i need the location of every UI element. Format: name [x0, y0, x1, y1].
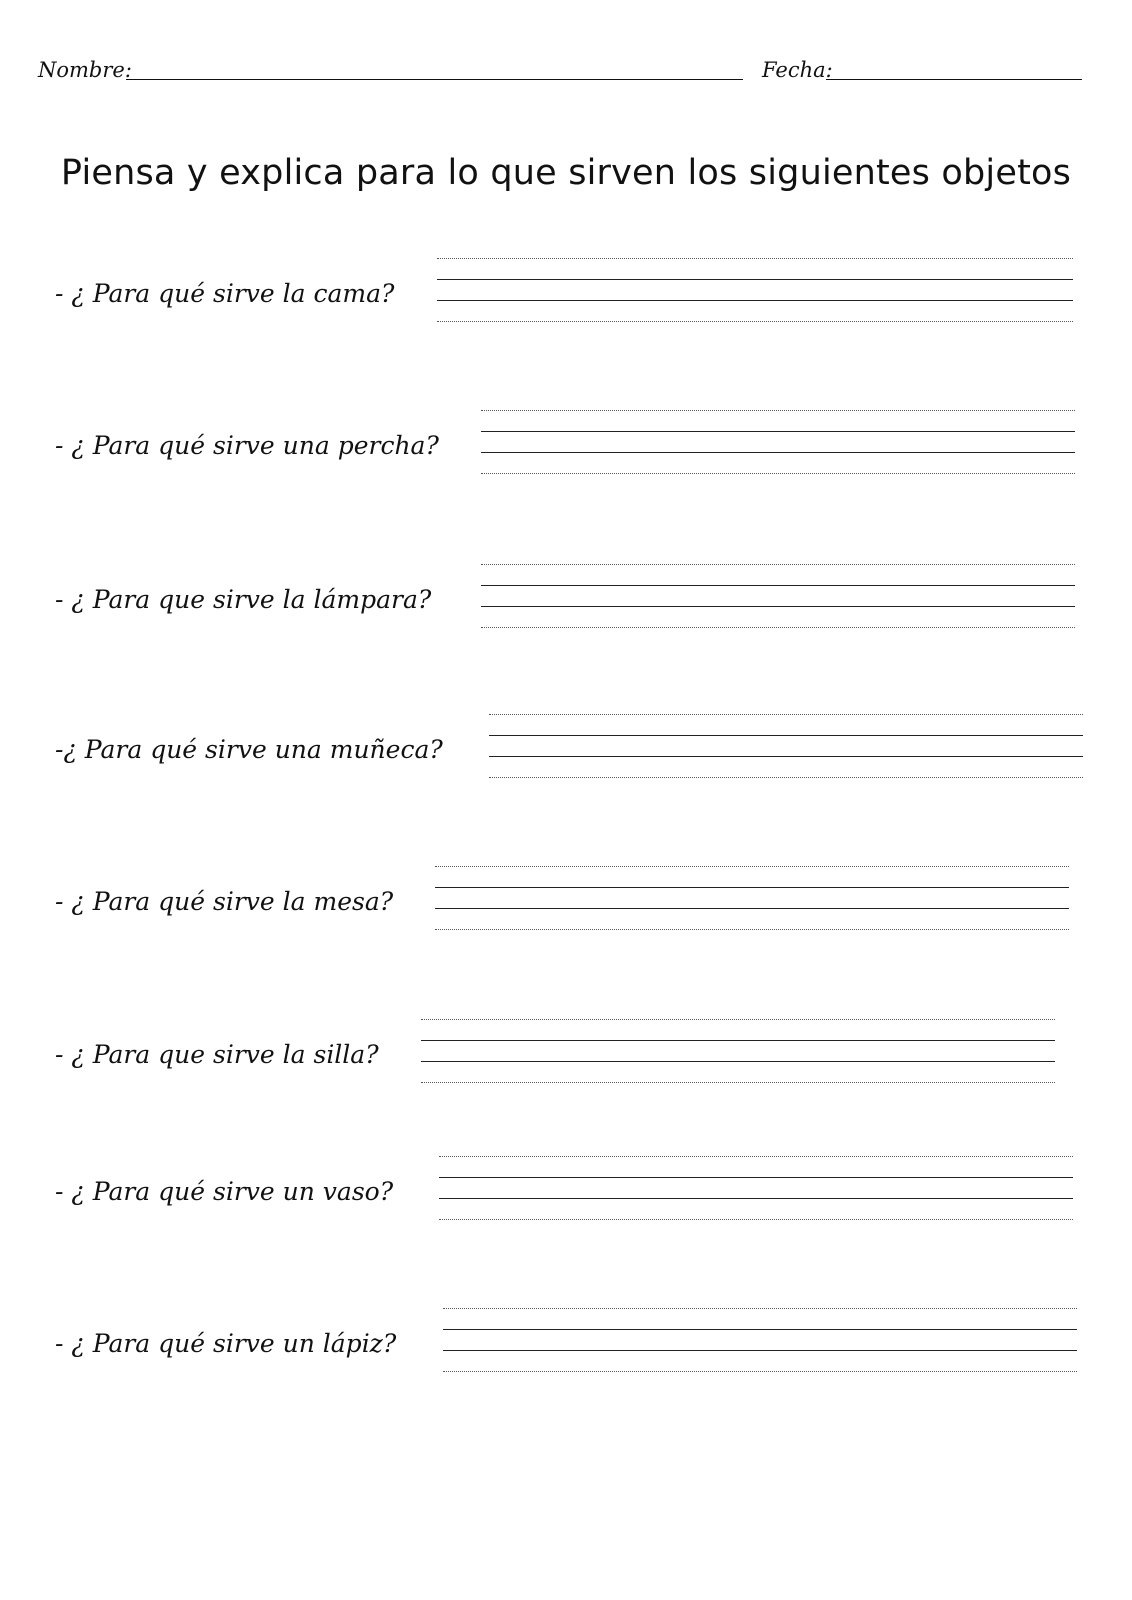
answer-line[interactable] — [443, 1329, 1077, 1330]
name-write-line[interactable] — [126, 79, 743, 80]
answer-lines[interactable] — [439, 1152, 1073, 1222]
answer-line[interactable] — [435, 887, 1069, 888]
answer-line[interactable] — [489, 735, 1083, 736]
question-7 — [55, 1152, 1075, 1232]
answer-lines[interactable] — [481, 560, 1075, 630]
answer-lines[interactable] — [437, 254, 1073, 324]
answer-guide-dotted — [481, 410, 1075, 411]
answer-guide-dotted — [421, 1082, 1055, 1083]
answer-line[interactable] — [489, 756, 1083, 757]
answer-guide-dotted — [421, 1019, 1055, 1020]
answer-lines[interactable] — [435, 862, 1069, 932]
question-2 — [55, 406, 1077, 486]
answer-guide-dotted — [435, 929, 1069, 930]
question-5 — [55, 862, 1071, 942]
answer-guide-dotted — [481, 473, 1075, 474]
answer-guide-dotted — [489, 714, 1083, 715]
question-3 — [55, 560, 1077, 640]
question-8 — [55, 1304, 1079, 1384]
answer-guide-dotted — [435, 866, 1069, 867]
answer-line[interactable] — [439, 1177, 1073, 1178]
answer-line[interactable] — [421, 1061, 1055, 1062]
question-1 — [55, 254, 1075, 334]
answer-guide-dotted — [437, 321, 1073, 322]
answer-guide-dotted — [481, 564, 1075, 565]
answer-lines[interactable] — [421, 1015, 1055, 1085]
question-prompt: - ¿ Para qué sirve la cama? — [55, 279, 395, 308]
answer-lines[interactable] — [443, 1304, 1077, 1374]
answer-line[interactable] — [421, 1040, 1055, 1041]
question-prompt: - ¿ Para qué sirve un lápiz? — [55, 1329, 397, 1358]
answer-line[interactable] — [435, 908, 1069, 909]
answer-lines[interactable] — [481, 406, 1075, 476]
answer-line[interactable] — [443, 1350, 1077, 1351]
question-prompt: - ¿ Para qué sirve la mesa? — [55, 887, 394, 916]
question-prompt: - ¿ Para que sirve la silla? — [55, 1040, 379, 1069]
question-6 — [55, 1015, 1057, 1095]
question-prompt: - ¿ Para qué sirve un vaso? — [55, 1177, 394, 1206]
question-prompt: - ¿ Para qué sirve una percha? — [55, 431, 439, 460]
question-prompt: - ¿ Para que sirve la lámpara? — [55, 585, 432, 614]
question-4 — [55, 710, 1085, 790]
date-label: Fecha: — [762, 58, 833, 82]
answer-guide-dotted — [443, 1371, 1077, 1372]
answer-line[interactable] — [439, 1198, 1073, 1199]
answer-line[interactable] — [437, 300, 1073, 301]
answer-guide-dotted — [443, 1308, 1077, 1309]
answer-line[interactable] — [481, 452, 1075, 453]
answer-guide-dotted — [481, 627, 1075, 628]
name-field[interactable] — [38, 56, 743, 90]
answer-lines[interactable] — [489, 710, 1083, 780]
date-write-line[interactable] — [826, 79, 1082, 80]
answer-line[interactable] — [437, 279, 1073, 280]
answer-guide-dotted — [489, 777, 1083, 778]
answer-line[interactable] — [481, 606, 1075, 607]
date-field[interactable] — [762, 56, 1082, 90]
worksheet-title: Piensa y explica para lo que sirven los siguientes objetos — [60, 153, 1072, 193]
answer-line[interactable] — [481, 431, 1075, 432]
answer-line[interactable] — [481, 585, 1075, 586]
answer-guide-dotted — [439, 1219, 1073, 1220]
question-prompt: -¿ Para qué sirve una muñeca? — [55, 735, 443, 764]
answer-guide-dotted — [439, 1156, 1073, 1157]
worksheet-header — [38, 56, 1078, 90]
name-label: Nombre: — [38, 58, 132, 82]
answer-guide-dotted — [437, 258, 1073, 259]
